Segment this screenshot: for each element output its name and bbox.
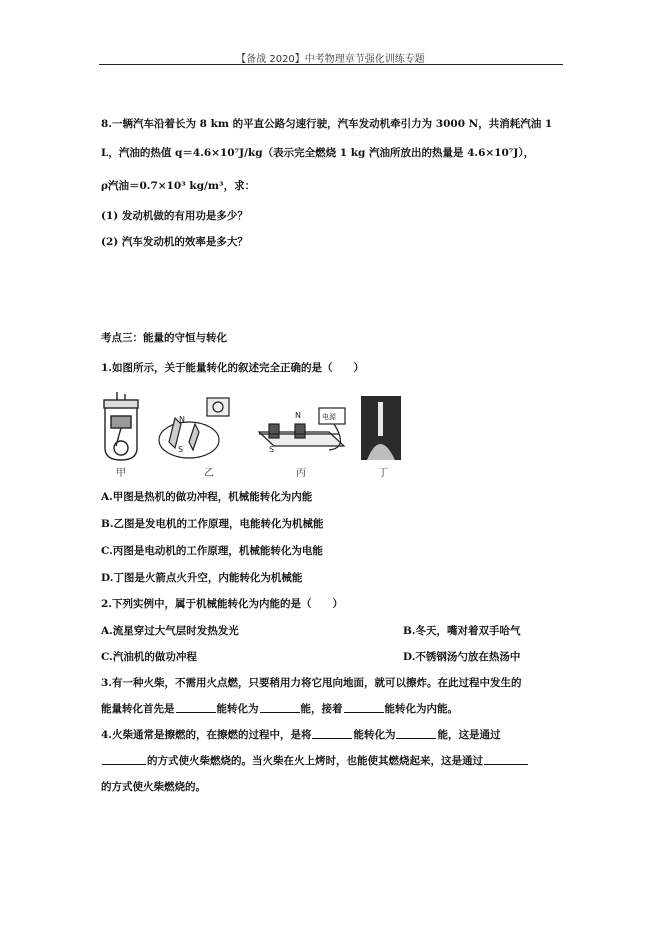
q8-line-3: ρ汽油＝0.7×10³ kg/m³，求： [101, 180, 256, 192]
q1-option-a: A.甲图是热机的做功冲程，机械能转化为内能 [101, 491, 313, 503]
magnet-n-label: N [179, 415, 185, 424]
figure-label-bing: 丙 [296, 468, 306, 479]
q2-option-d: D.不锈钢汤勺放在热汤中 [403, 651, 521, 663]
engine-cylinder-figure [104, 392, 138, 460]
q4-blank-1[interactable] [312, 728, 352, 739]
q2-option-b: B.冬天，嘴对着双手哈气 [403, 625, 521, 637]
q3-blank-2[interactable] [260, 702, 300, 713]
motor-s-label: S [269, 445, 275, 454]
q3-blank-1[interactable] [176, 702, 216, 713]
q8-line-2: L，汽油的热值 q＝4.6×10⁷J/kg（表示完全燃烧 1 kg 汽油所放出的热量是 4.6×10⁷J）， [101, 147, 535, 159]
power-supply-label: 电源 [322, 413, 336, 421]
q4-line-2 [101, 754, 529, 768]
section-title: 考点三：能量的守恒与转化 [101, 332, 227, 344]
q3-text-a: 能量转化首先是 [101, 703, 175, 715]
q2-option-c: C.汽油机的做功冲程 [101, 651, 197, 663]
q1-option-d: D.丁图是火箭点火升空，内能转化为机械能 [101, 572, 303, 584]
q3-line-1: 3.有一种火柴，不需用火点燃，只要稍用力将它甩向地面，就可以擦炸。在此过程中发生的 [101, 677, 522, 689]
q4-blank-3[interactable] [102, 754, 146, 765]
q4-text-a: 4.火柴通常是擦燃的，在擦燃的过程中，是将 [101, 729, 312, 741]
q4-text-c: 能，这是通过 [437, 729, 501, 741]
q3-text-d: 能转化为内能。 [384, 703, 458, 715]
q3-text-b: 能转化为 [216, 703, 259, 715]
q8-line-1: 8.一辆汽车沿着长为 8 km 的平直公路匀速行驶，汽车发动机牵引力为 3000 N，共消耗汽油 1 [101, 118, 553, 130]
header-divider [99, 64, 563, 65]
q1-option-c: C.丙图是电动机的工作原理，机械能转化为电能 [101, 545, 323, 557]
motor-n-label: N [295, 411, 301, 420]
q8-sub-1: (1) 发动机做的有用功是多少？ [101, 210, 248, 222]
magnet-s-label: S [178, 445, 184, 454]
q4-blank-4[interactable] [484, 754, 528, 765]
generator-figure [159, 398, 229, 458]
q2-option-a: A.流星穿过大气层时发热发光 [101, 625, 239, 637]
figure-label-ding: 丁 [378, 468, 388, 479]
figure-label-jia: 甲 [116, 468, 126, 479]
q1-stem: 1.如图所示，关于能量转化的叙述完全正确的是（ ） [101, 362, 364, 374]
q4-line-1 [101, 728, 500, 742]
figure-label-yi: 乙 [204, 468, 214, 479]
q4-blank-2[interactable] [396, 728, 436, 739]
q4-text-b: 能转化为 [353, 729, 396, 741]
q3-line-2 [101, 702, 458, 716]
q2-stem: 2.下列实例中，属于机械能转化为内能的是（ ） [101, 598, 343, 610]
page-header: 【备战 2020】中考物理章节强化训练专题 [236, 54, 425, 65]
q1-figures [99, 388, 419, 478]
q4-line-3: 的方式使火柴燃烧的。 [101, 781, 206, 793]
q3-blank-3[interactable] [344, 702, 384, 713]
q3-text-c: 能，接着 [300, 703, 343, 715]
q4-text-d: 的方式使火柴燃烧的。当火柴在火上烤时，也能使其燃烧起来，这是通过 [147, 755, 483, 767]
q1-option-b: B.乙图是发电机的工作原理，电能转化为机械能 [101, 518, 324, 530]
q8-sub-2: (2) 汽车发动机的效率是多大？ [101, 236, 248, 248]
rocket-launch-photo [361, 396, 401, 460]
